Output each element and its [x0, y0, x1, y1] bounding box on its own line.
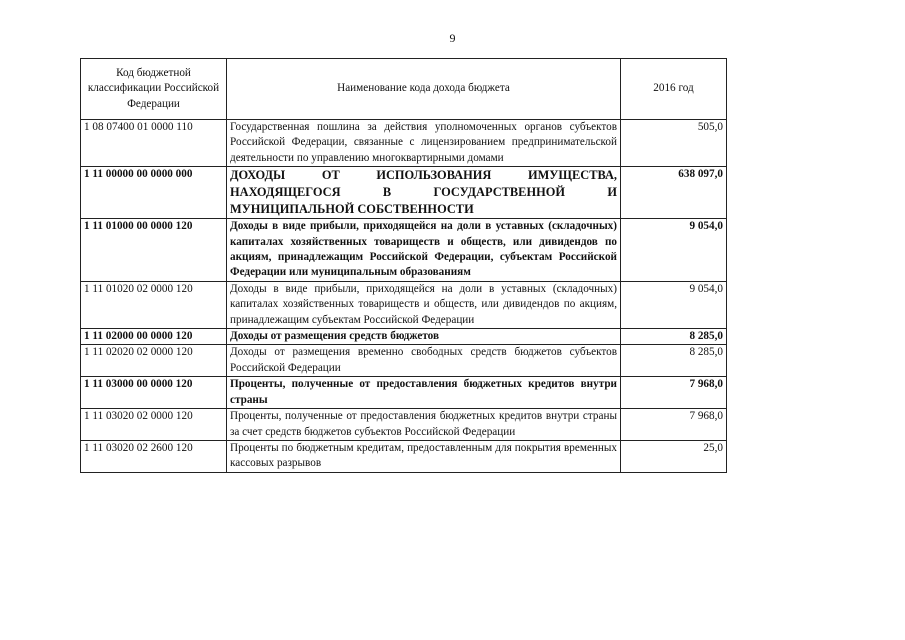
row-amount: 9 054,0: [621, 281, 727, 328]
row-name: Проценты по бюджетным кредитам, предоставленным для покрытия временных кассовых разрывов: [227, 440, 621, 472]
row-code: 1 08 07400 01 0000 110: [81, 120, 227, 167]
table-row: [81, 409, 727, 441]
row-amount: 7 968,0: [621, 409, 727, 441]
table-row: [81, 120, 727, 167]
row-code: 1 11 03020 02 0000 120: [81, 409, 227, 441]
page-number: 9: [449, 31, 456, 45]
row-code: 1 11 03020 02 2600 120: [81, 440, 227, 472]
table-row: [81, 329, 727, 345]
header-code: Код бюджетной классификации Российской Федерации: [81, 59, 227, 120]
table-row: [81, 167, 727, 219]
row-amount: 638 097,0: [621, 167, 727, 219]
row-name: Государственная пошлина за действия уполномоченных органов субъектов Российской Федерации, связанные с лицензированием предпринимательской деятельности по управлению многоквартирными домами: [227, 120, 621, 167]
row-amount: 9 054,0: [621, 219, 727, 282]
row-amount: 25,0: [621, 440, 727, 472]
row-code: 1 11 01000 00 0000 120: [81, 219, 227, 282]
header-name: Наименование кода дохода бюджета: [227, 59, 621, 120]
row-amount: 8 285,0: [621, 329, 727, 345]
row-name: Проценты, полученные от предоставления бюджетных кредитов внутри страны: [227, 377, 621, 409]
row-code: 1 11 02020 02 0000 120: [81, 345, 227, 377]
row-name: ДОХОДЫ ОТ ИСПОЛЬЗОВАНИЯ ИМУЩЕСТВА, НАХОДЯЩЕГОСЯ В ГОСУДАРСТВЕННОЙ И МУНИЦИПАЛЬНОЙ СОБСТВЕННОСТИ: [227, 167, 621, 219]
header-amount: 2016 год: [621, 59, 727, 120]
row-name: Доходы от размещения временно свободных средств бюджетов субъектов Российской Федерации: [227, 345, 621, 377]
row-amount: 8 285,0: [621, 345, 727, 377]
row-name: Доходы в виде прибыли, приходящейся на доли в уставных (складочных) капиталах хозяйственных товариществ и обществ, или дивидендов по акциям, принадлежащим субъектам Российской Федерации: [227, 281, 621, 328]
row-code: 1 11 03000 00 0000 120: [81, 377, 227, 409]
table-header-row: [81, 59, 727, 120]
row-name: Доходы в виде прибыли, приходящейся на доли в уставных (складочных) капиталах хозяйственных товариществ и обществ, или дивидендов по акциям, принадлежащим Российской Федерации, субъектам Российской Федерации или муниципальным образованиям: [227, 219, 621, 282]
row-code: 1 11 00000 00 0000 000: [81, 167, 227, 219]
row-amount: 7 968,0: [621, 377, 727, 409]
row-code: 1 11 02000 00 0000 120: [81, 329, 227, 345]
table-row: [81, 281, 727, 328]
table-row: [81, 345, 727, 377]
row-amount: 505,0: [621, 120, 727, 167]
table-row: [81, 377, 727, 409]
row-name: Доходы от размещения средств бюджетов: [227, 329, 621, 345]
table-row: [81, 440, 727, 472]
table-row: [81, 219, 727, 282]
budget-revenue-table: [80, 58, 727, 473]
row-code: 1 11 01020 02 0000 120: [81, 281, 227, 328]
row-name: Проценты, полученные от предоставления бюджетных кредитов внутри страны за счет средств бюджетов субъектов Российской Федерации: [227, 409, 621, 441]
